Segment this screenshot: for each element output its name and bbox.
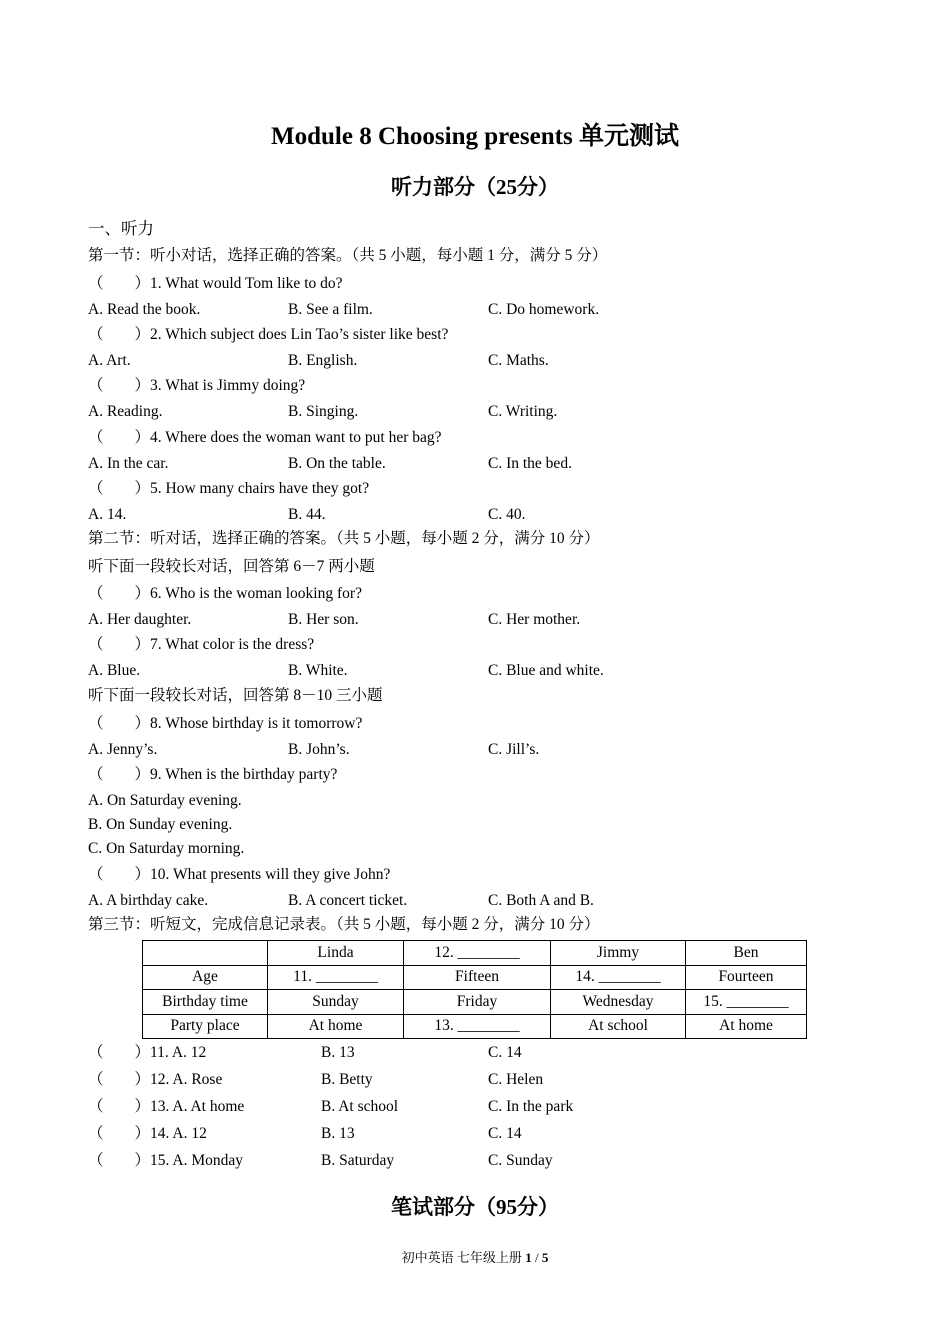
question-text: 9. When is the birthday party? — [150, 766, 338, 783]
page-title: Module 8 Choosing presents 单元测试 — [271, 123, 679, 150]
table-cell: 13. ________ — [404, 1014, 551, 1039]
table-cell: Wednesday — [551, 990, 686, 1015]
table-cell: At home — [686, 1014, 807, 1039]
option-a: A. Read the book. — [88, 301, 201, 318]
option-c: C. Do homework. — [488, 301, 600, 318]
option-c: C. Blue and white. — [488, 662, 604, 679]
option-a: 13. A. At home — [150, 1098, 245, 1115]
table-cell: Sunday — [268, 990, 404, 1015]
option-c: C. In the bed. — [488, 455, 572, 472]
answer-blank: （ ） — [88, 636, 151, 653]
option-b: B. White. — [288, 662, 348, 679]
answer-blank: （ ） — [88, 1098, 151, 1115]
option-a: A. A birthday cake. — [88, 892, 209, 909]
table-cell: Linda — [268, 941, 404, 966]
answer-blank: （ ） — [88, 275, 151, 292]
question — [88, 635, 314, 655]
option-a: 15. A. Monday — [150, 1152, 243, 1169]
table-cell: Fifteen — [404, 965, 551, 990]
question-text: 5. How many chairs have they got? — [150, 480, 370, 497]
table-cell: Fourteen — [686, 965, 807, 990]
answer-blank: （ ） — [88, 429, 151, 446]
option-b: B. John’s. — [288, 741, 350, 758]
option-a: A. 14. — [88, 506, 127, 523]
answer-blank: （ ） — [88, 1044, 151, 1061]
option-c: C. Helen — [488, 1071, 544, 1088]
table-row — [143, 1014, 807, 1039]
question — [88, 325, 448, 345]
option-c: C. Writing. — [488, 403, 558, 420]
question — [88, 865, 390, 885]
part1-instruction: 第一节：听小对话，选择正确的答案。（共 5 小题，每小题 1 分，满分 5 分） — [88, 247, 608, 264]
question — [88, 428, 442, 448]
page-separator: / — [531, 1250, 542, 1265]
question — [88, 1043, 206, 1063]
question — [88, 1151, 243, 1171]
table-cell: At school — [551, 1014, 686, 1039]
info-table — [142, 940, 807, 1039]
question — [88, 1070, 222, 1090]
footer-text: 初中英语 七年级上册 — [401, 1250, 526, 1265]
option-a: A. Her daughter. — [88, 611, 192, 628]
option-a: A. Blue. — [88, 662, 141, 679]
option-c: C. Maths. — [488, 352, 549, 369]
question — [88, 376, 305, 396]
option-c: C. On Saturday morning. — [88, 840, 245, 857]
question — [88, 274, 343, 294]
option-b: B. 44. — [288, 506, 326, 523]
question-text: 3. What is Jimmy doing? — [150, 377, 306, 394]
option-b: B. At school — [321, 1098, 399, 1115]
option-a: A. Art. — [88, 352, 131, 369]
answer-blank: （ ） — [88, 866, 151, 883]
option-b: B. Saturday — [321, 1152, 395, 1169]
question — [88, 714, 362, 734]
page-number: 1 — [525, 1250, 532, 1265]
question — [88, 1124, 207, 1144]
answer-blank: （ ） — [88, 1071, 151, 1088]
table-cell: Party place — [143, 1014, 268, 1039]
page-footer — [0, 1247, 950, 1266]
answer-blank: （ ） — [88, 480, 151, 497]
question-text: 6. Who is the woman looking for? — [150, 585, 362, 602]
option-c: C. Both A and B. — [488, 892, 594, 909]
answer-blank: （ ） — [88, 766, 151, 783]
table-cell: 14. ________ — [551, 965, 686, 990]
option-b: B. On Sunday evening. — [88, 816, 233, 833]
part2-instruction: 第二节：听对话，选择正确的答案。（共 5 小题，每小题 2 分，满分 10 分） — [88, 530, 600, 547]
question — [88, 584, 362, 604]
question-text: 10. What presents will they give John? — [150, 866, 391, 883]
option-c: C. Her mother. — [488, 611, 581, 628]
option-b: B. 13 — [321, 1044, 355, 1061]
option-c: C. In the park — [488, 1098, 574, 1115]
question — [88, 1097, 244, 1117]
table-cell: Jimmy — [551, 941, 686, 966]
table-cell: Age — [143, 965, 268, 990]
table-header-row — [143, 941, 807, 966]
table-cell: 15. ________ — [686, 990, 807, 1015]
answer-blank: （ ） — [88, 1152, 151, 1169]
answer-blank: （ ） — [88, 1125, 151, 1142]
table-row — [143, 990, 807, 1015]
option-a: A. Jenny’s. — [88, 741, 158, 758]
question-text: 8. Whose birthday is it tomorrow? — [150, 715, 363, 732]
part3-instruction: 第三节：听短文，完成信息记录表。（共 5 小题，每小题 2 分，满分 10 分） — [88, 916, 600, 933]
listening-header: 听力部分（25分） — [391, 175, 559, 199]
option-a: A. Reading. — [88, 403, 163, 420]
table-cell: At home — [268, 1014, 404, 1039]
answer-blank: （ ） — [88, 585, 151, 602]
question-text: 7. What color is the dress? — [150, 636, 315, 653]
question — [88, 765, 337, 785]
section-heading: 一、听力 — [88, 219, 154, 238]
question-text: 2. Which subject does Lin Tao’s sister like best? — [150, 326, 449, 343]
table-cell — [143, 941, 268, 966]
option-b: B. Her son. — [288, 611, 359, 628]
option-b: B. A concert ticket. — [288, 892, 408, 909]
option-a: 14. A. 12 — [150, 1125, 207, 1142]
answer-blank: （ ） — [88, 326, 151, 343]
option-b: B. See a film. — [288, 301, 373, 318]
answer-blank: （ ） — [88, 715, 151, 732]
table-cell: Friday — [404, 990, 551, 1015]
table-row — [143, 965, 807, 990]
option-c: C. Sunday — [488, 1152, 553, 1169]
option-c: C. Jill’s. — [488, 741, 540, 758]
table-cell: Ben — [686, 941, 807, 966]
option-c: C. 14 — [488, 1125, 522, 1142]
table-cell: Birthday time — [143, 990, 268, 1015]
answer-blank: （ ） — [88, 377, 151, 394]
option-b: B. Singing. — [288, 403, 359, 420]
written-header: 笔试部分（95分） — [391, 1195, 559, 1219]
option-a: A. In the car. — [88, 455, 169, 472]
table-cell: 11. ________ — [268, 965, 404, 990]
option-c: C. 14 — [488, 1044, 522, 1061]
option-a: A. On Saturday evening. — [88, 792, 242, 809]
option-a: 11. A. 12 — [150, 1044, 207, 1061]
question-text: 1. What would Tom like to do? — [150, 275, 343, 292]
question-text: 4. Where does the woman want to put her bag? — [150, 429, 442, 446]
option-b: B. English. — [288, 352, 358, 369]
page-total: 5 — [541, 1250, 549, 1265]
part2-note: 听下面一段较长对话，回答第 8－10 三小题 — [88, 687, 383, 704]
table-cell: 12. ________ — [404, 941, 551, 966]
question — [88, 479, 369, 499]
option-b: B. On the table. — [288, 455, 386, 472]
option-a: 12. A. Rose — [150, 1071, 223, 1088]
option-b: B. Betty — [321, 1071, 373, 1088]
option-b: B. 13 — [321, 1125, 355, 1142]
part2-note: 听下面一段较长对话，回答第 6－7 两小题 — [88, 558, 375, 575]
option-c: C. 40. — [488, 506, 526, 523]
